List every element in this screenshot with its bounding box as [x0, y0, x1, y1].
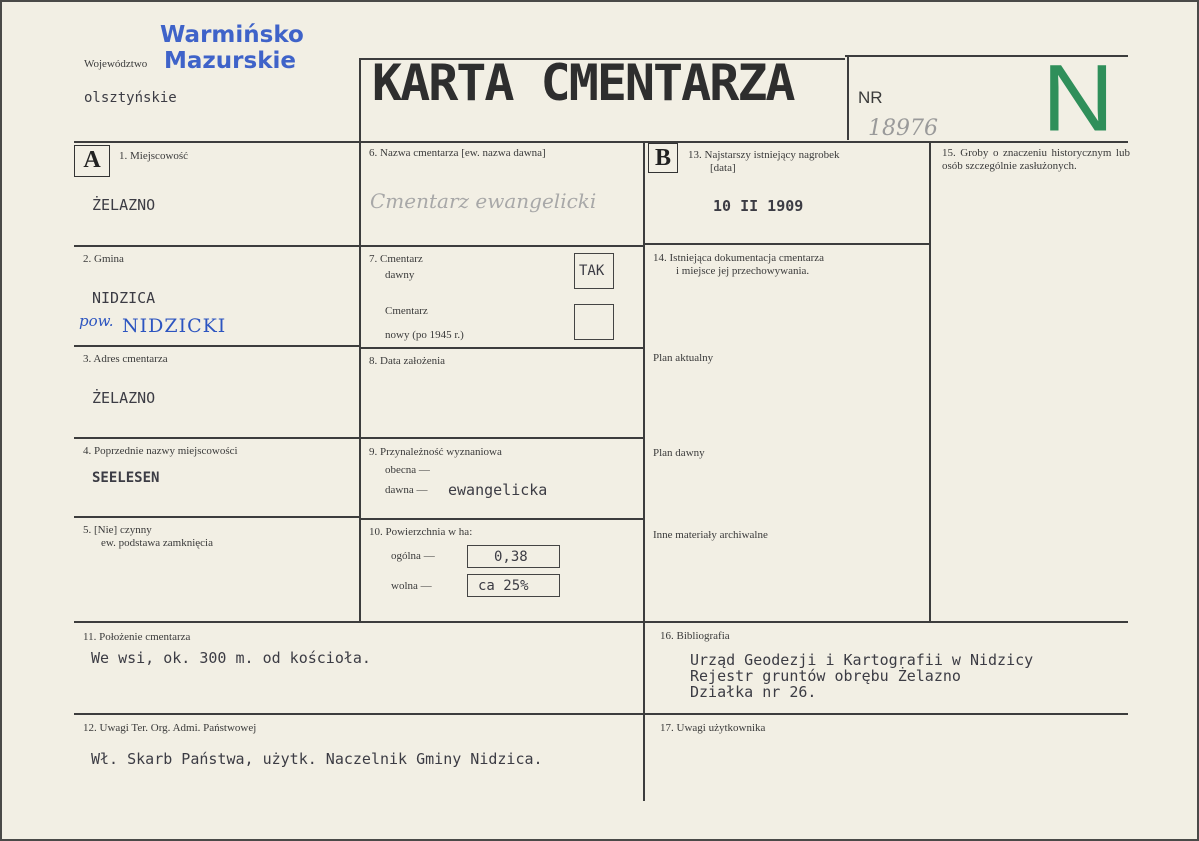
divider-a2 — [74, 345, 359, 347]
field-2-powiat-prefix: pow. — [79, 312, 114, 330]
field-17-label: 17. Uwagi użytkownika — [660, 722, 766, 734]
divider-a4 — [74, 516, 359, 518]
section-b-letter: B — [648, 143, 678, 173]
field-14-label-1: 14. Istniejąca dokumentacja cmentarza — [653, 252, 825, 264]
voivodeship-old: olsztyńskie — [84, 90, 177, 106]
divider-a1 — [74, 245, 359, 247]
field-5-label-2: ew. podstawa zamknięcia — [101, 537, 213, 549]
field-7-label-2: dawny — [385, 269, 415, 281]
field-10-wolna-box — [467, 574, 560, 597]
divider-bottom-top — [74, 621, 1128, 623]
card-title: KARTA CMENTARZA — [372, 54, 794, 112]
voivodeship-stamp-line1: Warmińsko — [160, 22, 304, 48]
field-2-powiat: NIDZICKI — [122, 315, 227, 337]
field-13-label-2: [data] — [710, 162, 736, 174]
divider-b1 — [643, 243, 929, 245]
field-15-label: 15. Groby o znaczeniu historycznym lub osób szczególnie zasłużonych. — [942, 147, 1130, 172]
field-11-label: 11. Położenie cmentarza — [83, 631, 191, 643]
field-7-nowy-checkbox[interactable] — [574, 304, 614, 340]
field-9-label: 9. Przynależność wyznaniowa — [369, 446, 502, 458]
field-10-wolna: wolna — — [391, 580, 432, 592]
field-1-value: ŻELAZNO — [92, 196, 156, 214]
nr-letter: N — [1042, 44, 1115, 152]
field-7-nowy-2: nowy (po 1945 r.) — [385, 329, 464, 341]
field-10-ogolna: ogólna — — [391, 550, 435, 562]
divider-m1 — [359, 245, 643, 247]
field-7-dawny-checkbox[interactable] — [574, 253, 614, 289]
field-11-value: We wsi, ok. 300 m. od kościoła. — [91, 649, 371, 667]
field-2-value: NIDZICA — [92, 289, 156, 307]
field-16-line3: Działka nr 26. — [690, 683, 817, 701]
field-13-value: 10 II 1909 — [713, 197, 804, 215]
wojewodztwo-label: Województwo — [84, 58, 148, 70]
divider-bottom-mid — [74, 713, 1128, 715]
field-8-label: 8. Data założenia — [369, 355, 446, 367]
field-14-label-2: i miejsce jej przechowywania. — [676, 265, 810, 277]
field-7-label-1: 7. Cmentarz — [369, 253, 423, 265]
field-7-dawny-value: TAK — [579, 263, 605, 279]
divider-col2 — [643, 141, 645, 622]
voivodeship-stamp-line2: Mazurskie — [164, 48, 296, 74]
field-3-label: 3. Adres cmentarza — [83, 353, 168, 365]
field-16-line1: Urząd Geodezji i Kartografii w Nidzicy — [690, 651, 1034, 669]
field-6-value: Cmentarz ewangelicki — [370, 189, 597, 213]
divider-bottom-col — [643, 621, 645, 801]
field-12-value: Wł. Skarb Państwa, użytk. Naczelnik Gminy Nidzica. — [91, 750, 543, 768]
field-9-dawna-value: ewangelicka — [448, 481, 548, 499]
field-13-label-1: 13. Najstarszy istniejący nagrobek — [688, 149, 840, 161]
field-4-value: SEELESEN — [92, 470, 160, 486]
divider-m3 — [359, 437, 643, 439]
plan-aktualny-label: Plan aktualny — [653, 352, 714, 364]
nr-number: 18976 — [868, 116, 938, 141]
field-2-label: 2. Gmina — [83, 253, 124, 265]
section-a-letter: A — [74, 145, 110, 177]
field-16-line2: Rejestr gruntów obrębu Żelazno — [690, 667, 961, 685]
divider-col3 — [929, 141, 931, 622]
divider-m2 — [359, 347, 643, 349]
field-16-label: 16. Bibliografia — [660, 630, 730, 642]
field-10-wolna-value: ca 25% — [478, 578, 529, 594]
inne-materialy-label: Inne materiały archiwalne — [653, 529, 768, 541]
field-3-value: ŻELAZNO — [92, 389, 156, 407]
field-1-label: 1. Miejscowość — [119, 150, 189, 162]
nr-label: NR — [858, 88, 883, 107]
field-5-label-1: 5. [Nie] czynny — [83, 524, 152, 536]
field-12-label: 12. Uwagi Ter. Org. Admi. Państwowej — [83, 722, 257, 734]
divider-a3 — [74, 437, 359, 439]
field-7-nowy-1: Cmentarz — [385, 305, 428, 317]
divider-main-top — [74, 141, 1128, 143]
divider-m4 — [359, 518, 643, 520]
field-10-ogolna-box — [467, 545, 560, 568]
field-9-obecna: obecna — — [385, 464, 430, 476]
divider-nr-left — [847, 55, 849, 140]
field-6-label: 6. Nazwa cmentarza [ew. nazwa dawna] — [369, 147, 546, 159]
field-10-ogolna-value: 0,38 — [494, 549, 528, 565]
field-4-label: 4. Poprzednie nazwy miejscowości — [83, 445, 238, 457]
plan-dawny-label: Plan dawny — [653, 447, 705, 459]
field-10-label: 10. Powierzchnia w ha: — [369, 526, 473, 538]
field-9-dawna: dawna — — [385, 484, 428, 496]
